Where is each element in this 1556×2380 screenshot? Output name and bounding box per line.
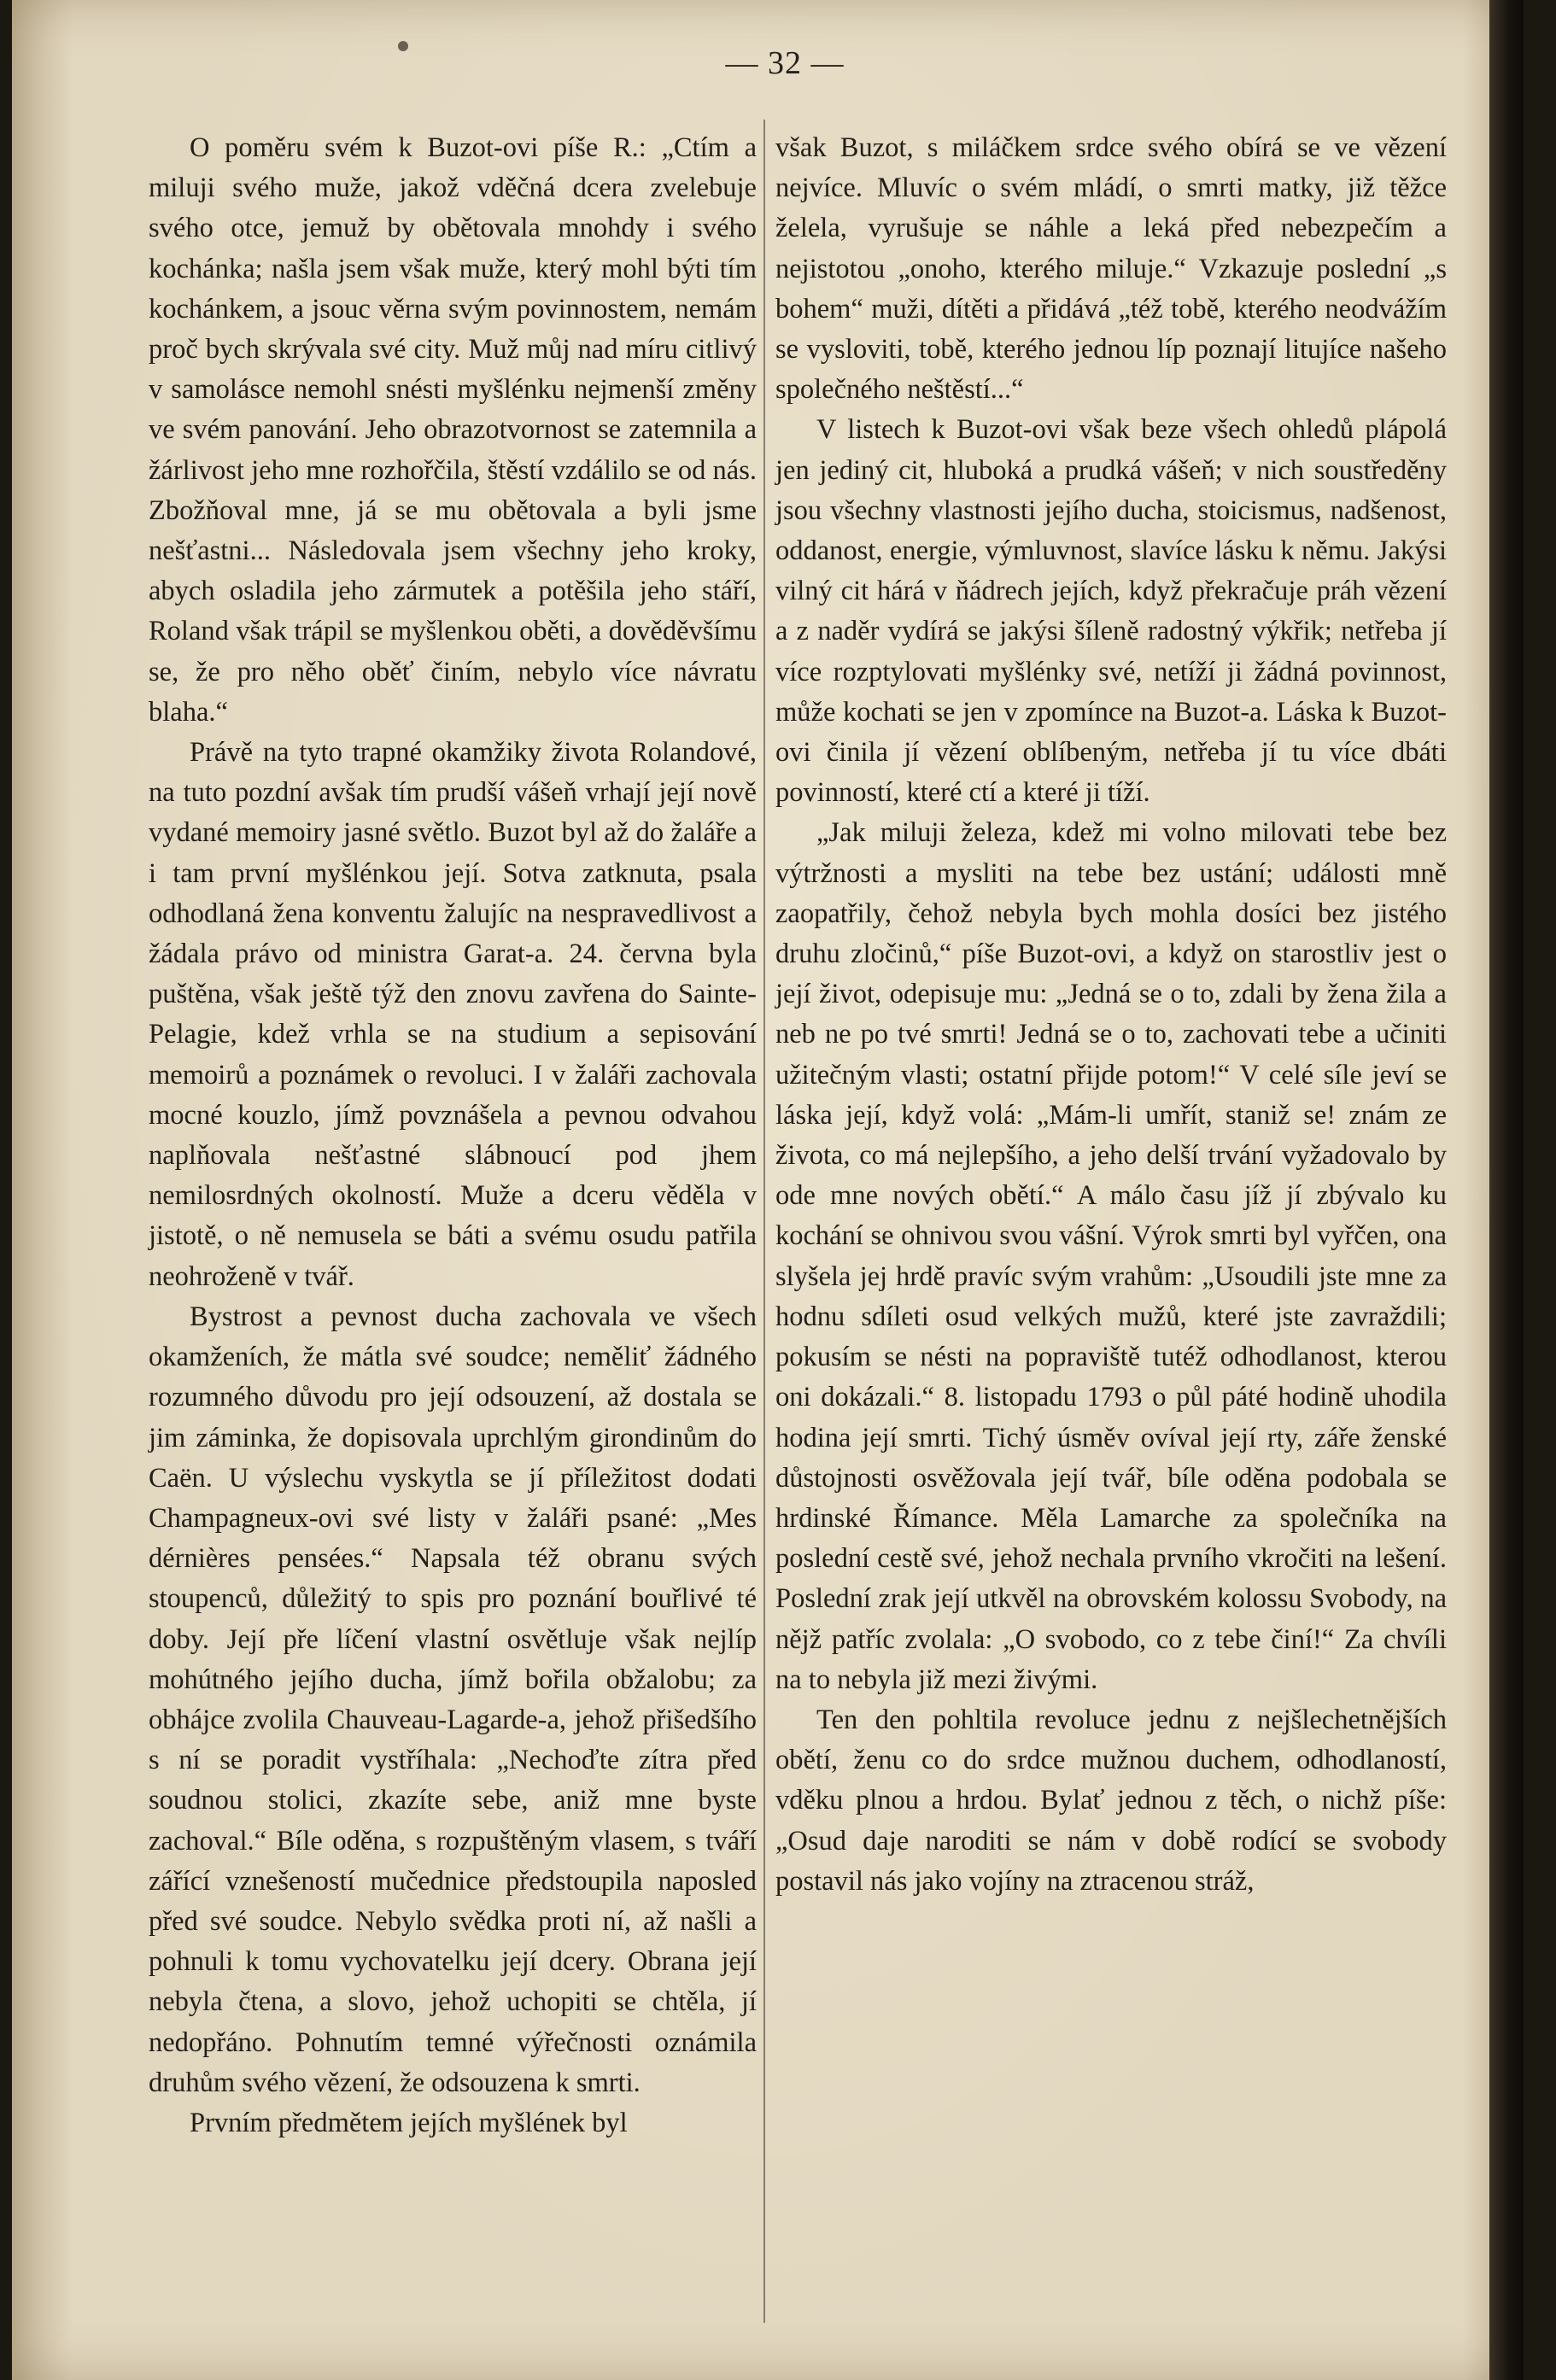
paragraph: Právě na tyto trapné okamžiky života Rolandové, na tuto pozdní avšak tím prudší vášeň vrhají její nově vydané memoiry jasné světlo. Buzot byl až do žaláře a i tam první myšlénkou její. Sotva zatknuta, psala odhodlaná žena konventu žalujíc na nespravedlivost a žádala právo od ministra Garat-a. 24. června byla puštěna, však ještě týž den znovu zavřena do Sainte-Pelagie, kdež vrhla se na studium a sepisování memoirů a poznámek o revoluci. I v žaláři zachovala mocné kouzlo, jímž povznášela a pevnou odvahou naplňovala nešťastné slábnoucí pod jhem nemilosrdných okolností. Muže a dceru věděla v jistotě, o ně nemusela se báti a svému osudu patřila neohroženě v tvář. <box>149 737 757 1292</box>
paragraph: Ten den pohltila revoluce jednu z nejšlechetnějších obětí, ženu co do srdce mužnou duchem, odhodlaností, vděku plnou a hrdou. Bylať jednou z těch, o nichž píše: „Osud daje naroditi se nám v době rodící se svobody postavil nás jako vojíny na ztracenou stráž, <box>775 1704 1447 1897</box>
page-number: — 32 — <box>725 45 845 81</box>
ink-speck <box>398 41 408 51</box>
paragraph: „Jak miluji železa, kdež mi volno milovati tebe bez výtržnosti a mysliti na tebe bez ustání; události mně zaopatřily, čehož nebyla bych mohla dosíci bez jistého druhu zločinů,“ píše Buzot-ovi, a když on starostliv jest o její život, odepisuje mu: „Jedná se o to, zdali by žena žila a neb ne po tvé smrti! Jedná se o to, zachovati tebe a učiniti užitečným vlasti; ostatní přijde potom!“ V celé síle jeví se láska její, když volá: „Mám-li umřít, staniž se! znám ze života, co má nejlepšího, a jeho delší trvání vyžadovalo by ode mne nových obětí.“ A málo času jíž jí zbývalo ku kochání se ohnivou svou vášní. Výrok smrti byl vyřčen, ona slyšela jej hrdě pravíc svým vrahům: „Usoudili jste mne za hodnu sdíleti osud velkých mužů, které jste zavraždili; pokusím se nésti na popraviště tutéž odhodlanost, kterou oni dokázali.“ 8. listopadu 1793 o půl páté hodině uhodila hodina její smrti. Tichý úsměv ovíval její rty, záře ženské důstojnosti osvěžovala její tvář, bíle oděna podobala se hrdinské Římance. Měla Lamarche za společníka na poslední cestě své, jehož nechala prvního vkročiti na lešení. Poslední zrak její utkvěl na obrovském kolossu Svobody, na nějž patříc zvolala: „O svobodo, co z tebe činí!“ Za chvíli na to nebyla již mezi živými. <box>775 817 1447 1695</box>
paragraph: Bystrost a pevnost ducha zachovala ve všech okamženích, že mátla své soudce; neměliť žádného rozumného důvodu pro její odsouzení, až dostala se jim záminka, že dopisovala uprchlým girondinům do Caën. U výslechu vyskytla se jí příležitost dodati Champagneux-ovi své listy v žaláři psané: „Mes dérnières pensées.“ Napsala též obranu svých stoupenců, důležitý to spis pro poznání bouřlivé té doby. Její pře líčení vlastní osvětluje však nejlíp mohútného jejího ducha, jímž bořila obžalobu; za obhájce zvolila Chauveau-Lagarde-a, jehož přišedšího s ní se poradit vystříhala: „Nechoďte zítra před soudnou stolici, zkazíte sebe, aniž mne byste zachoval.“ Bíle oděna, s rozpuštěným vlasem, s tváří zářící vznešeností mučednice předstoupila naposled před své soudce. Nebylo svědka proti ní, až našli a pohnuli k tomu vychovatelku její dcery. Obrana její nebyla čtena, a slovo, jehož uchopiti se chtěla, jí nedopřáno. Pohnutím temné výřečnosti oznámila druhům svého vězení, že odsouzena k smrti. <box>149 1301 757 2098</box>
paragraph: V listech k Buzot-ovi však beze všech ohledů plápolá jen jediný cit, hluboká a prudká vášeň; v nich soustředěny jsou všechny vlastnosti jejího ducha, stoicismus, nadšenost, oddanost, energie, výmluvnost, slavíce lásku k němu. Jakýsi vilný cit hárá v ňádrech jejích, když překračuje práh vězení a z naděr vydírá se jakýsi šíleně radostný výkřik; netřeba jí více rozptylovati myšlénky své, netíží ji žádná povinnost, může kochati se jen v zpomínce na Buzot-a. Láska k Buzot-ovi činila jí vězení oblíbeným, netřeba jí tu více dbáti povinností, které ctí a které ji tíží. <box>775 414 1447 809</box>
column-divider <box>763 120 765 2323</box>
paragraph: však Buzot, s miláčkem srdce svého obírá se ve vězení nejvíce. Mluvíc o svém mládí, o smrti matky, již těžce želela, vyrušuje se náhle a leká před nebezpečím a nejistotou „onoho, kterého miluje.“ Vzkazuje poslední „s bohem“ muži, dítěti a přidává „též tobě, kterého neodvážím se vysloviti, tobě, kterého jednou líp poznají litujíce našeho společného neštěstí...“ <box>775 132 1447 406</box>
paragraph: O poměru svém k Buzot-ovi píše R.: „Ctím a miluji svého muže, jakož vděčná dcera zvelebuje svého otce, jemuž by obětovala mnohdy i svého kochánka; našla jsem však muže, který mohl býti tím kochánkem, a jsouc věrna svým povinnostem, nemám proč bych skrývala své city. Muž můj nad míru citlivý v samolásce nemohl snésti myšlénku nejmenší změny ve svém panování. Jeho obrazotvornost se zatemnila a žárlivost jeho mne rozhořčila, štěstí vzdálilo se od nás. Zbožňoval mne, já se mu obětovala a byli jsme nešťastni... Následovala jsem všechny jeho kroky, abych osladila jeho zármutek a potěšila jeho stáří, Roland však trápil se myšlenkou oběti, a dověděvšímu se, že pro něho oběť činím, nebylo více návratu blaha.“ <box>149 132 757 728</box>
left-column <box>149 128 757 2143</box>
paragraph: Prvním předmětem jejích myšlének byl <box>190 2107 628 2138</box>
right-column <box>775 128 1447 1902</box>
book-binding-edge <box>1489 0 1524 2380</box>
book-page <box>12 0 1524 2380</box>
